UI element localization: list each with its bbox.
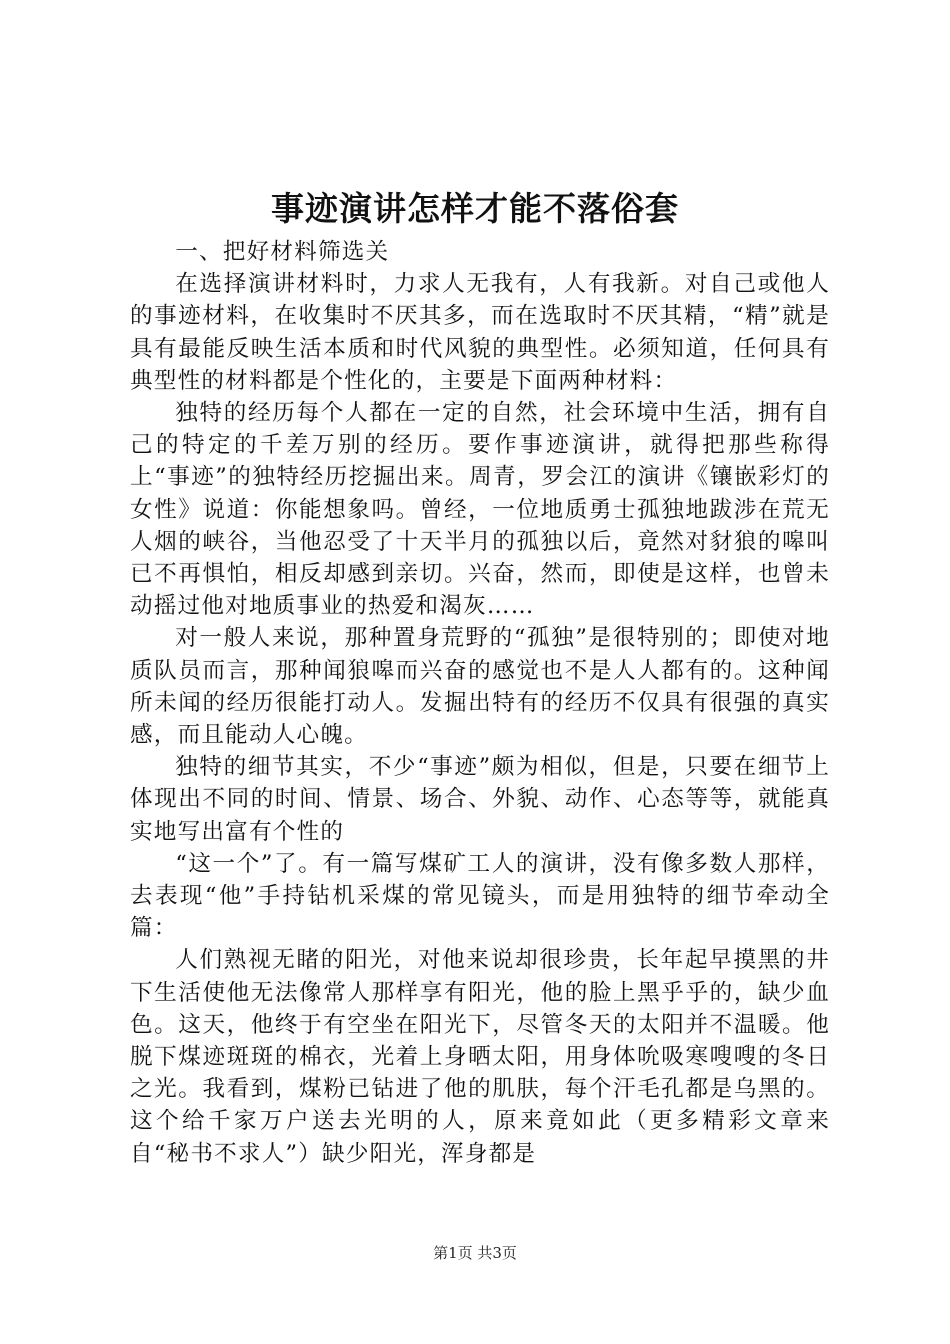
paragraph: 独特的经历每个人都在一定的自然，社会环境中生活，拥有自己的特定的千差万别的经历。要作事迹演讲，就得把那些称得上“事迹”的独特经历挖掘出来。周青，罗会江的演讲《镶嵌彩灯的女性》说道：你能想象吗。曾经，一位地质勇士孤独地跋涉在荒无人烟的峡谷，当他忍受了十天半月的孤独以后，竟然对豺狼的嗥叫已不再惧怕，相反却感到亲切。兴奋，然而，即使是这样，也曾未动摇过他对地质事业的热爱和渴灰…… (130, 400, 830, 620)
document-body (130, 236, 830, 1170)
paragraph: 在选择演讲材料时，力求人无我有，人有我新。对自己或他人的事迹材料，在收集时不厌其多，而在选取时不厌其精，“精”就是具有最能反映生活本质和时代风貌的典型性。必须知道，任何具有典型性的材料都是个性化的，主要是下面两种材料： (130, 271, 830, 394)
paragraph: “这一个”了。有一篇写煤矿工人的演讲，没有像多数人那样，去表现“他”手持钻机采煤的常见镜头，而是用独特的细节牵动全篇： (130, 850, 830, 942)
paragraph: 对一般人来说，那种置身荒野的“孤独”是很特别的；即使对地质队员而言，那种闻狼嗥而兴奋的感觉也不是人人都有的。这种闻所未闻的经历很能打动人。发掘出特有的经历不仅具有很强的真实感，而且能动人心魄。 (130, 625, 830, 749)
paragraph: 独特的细节其实，不少“事迹”颇为相似，但是，只要在细节上体现出不同的时间、情景、场合、外貌、动作、心态等等，就能真实地写出富有个性的 (130, 754, 830, 845)
page-footer: 第1页 共3页 (433, 1244, 517, 1262)
section-heading: 一、把好材料筛选关 (175, 239, 390, 265)
document-title: 事迹演讲怎样才能不落俗套 (271, 189, 679, 228)
paragraph: 人们熟视无睹的阳光，对他来说却很珍贵，长年起早摸黑的井下生活使他无法像常人那样享有阳光，他的脸上黑乎乎的，缺少血色。这天，他终于有空坐在阳光下，尽管冬天的太阳并不温暖。他脱下煤迹斑斑的棉衣，光着上身晒太阳，用身体吮吸寒嗖嗖的冬日之光。我看到，煤粉已钻进了他的肌肤，每个汗毛孔都是乌黑的。这个给千家万户送去光明的人，原来竟如此（更多精彩文章来自“秘书不求人”）缺少阳光，浑身都是 (130, 947, 830, 1167)
